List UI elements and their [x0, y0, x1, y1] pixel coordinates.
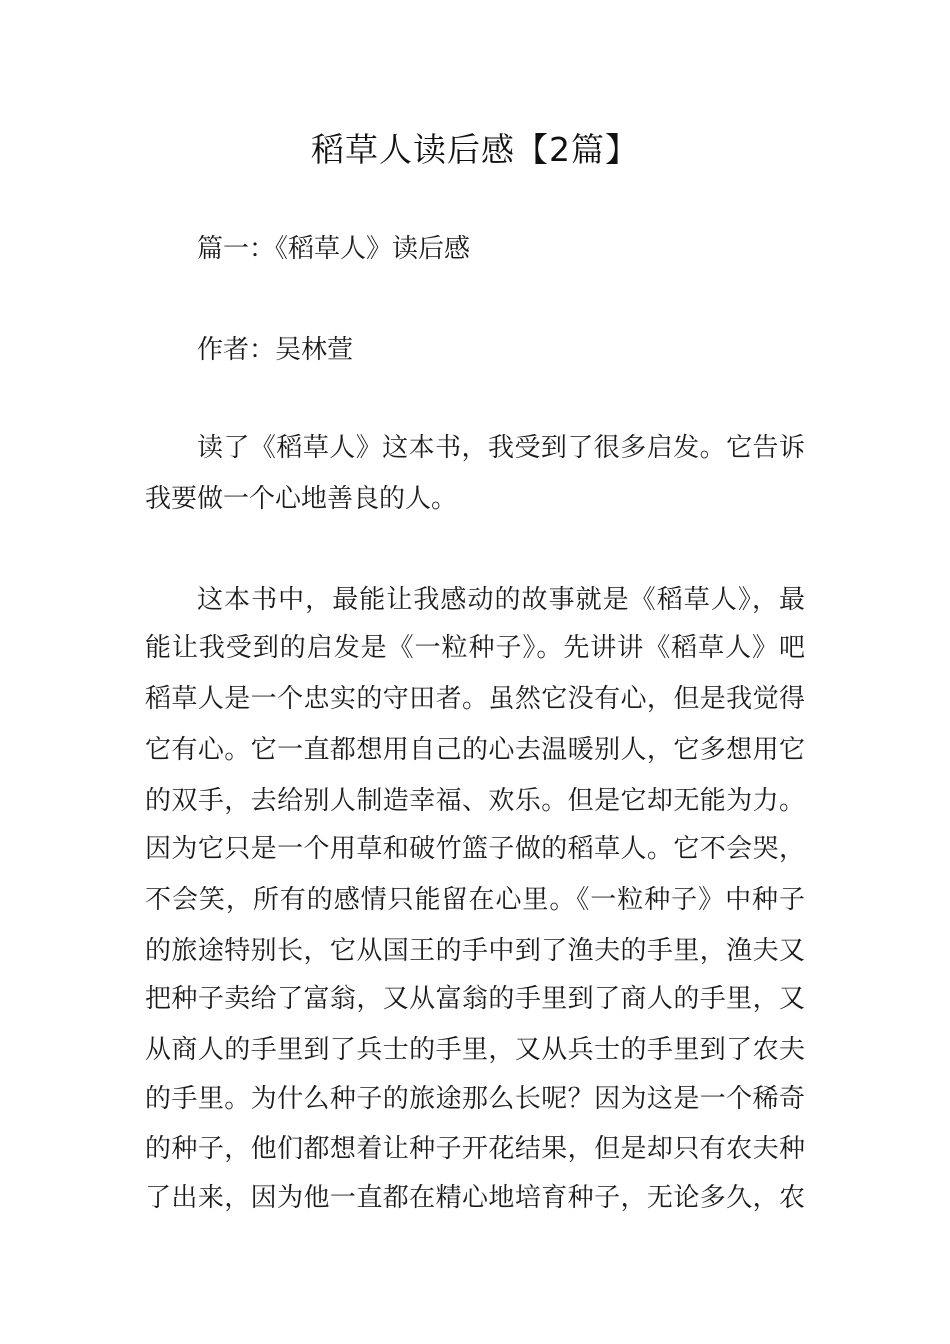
paragraph-line: 从商人的手里到了兵士的手里，又从兵士的手里到了农夫: [145, 1035, 805, 1065]
paragraph-line: 把种子卖给了富翁，又从富翁的手里到了商人的手里，又: [145, 984, 805, 1014]
paragraph-line: 的种子，他们都想着让种子开花结果，但是却只有农夫种: [145, 1134, 805, 1164]
paragraph-line: 稻草人是一个忠实的守田者。虽然它没有心，但是我觉得: [145, 684, 805, 714]
paragraph-line: 不会笑，所有的感情只能留在心里。《一粒种子》中种子: [145, 885, 805, 915]
paragraph-line: 这本书中，最能让我感动的故事就是《稻草人》，最: [197, 585, 805, 615]
paragraph-line: 的旅途特别长，它从国王的手中到了渔夫的手里，渔夫又: [145, 936, 805, 966]
paragraph-line: 的手里。为什么种子的旅途那么长呢？因为这是一个稀奇: [145, 1084, 805, 1114]
document-title: 稻草人读后感【2篇】: [311, 130, 639, 169]
paragraph-line: 我要做一个心地善良的人。: [145, 484, 458, 514]
paragraph-line: 能让我受到的启发是《一粒种子》。先讲讲《稻草人》吧: [145, 633, 805, 663]
author-line: 作者：吴林萱: [197, 335, 354, 365]
paragraph-line: 的双手，去给别人制造幸福、欢乐。但是它却无能为力。: [145, 786, 805, 816]
paragraph-line: 了出来，因为他一直都在精心地培育种子，无论多久，农: [145, 1183, 805, 1213]
section-heading: 篇一：《稻草人》读后感: [197, 234, 471, 264]
paragraph-line: 读了《稻草人》这本书，我受到了很多启发。它告诉: [197, 433, 805, 463]
paragraph-line: 它有心。它一直都想用自己的心去温暖别人，它多想用它: [145, 735, 805, 765]
paragraph-line: 因为它只是一个用草和破竹篮子做的稻草人。它不会哭，: [145, 834, 805, 864]
